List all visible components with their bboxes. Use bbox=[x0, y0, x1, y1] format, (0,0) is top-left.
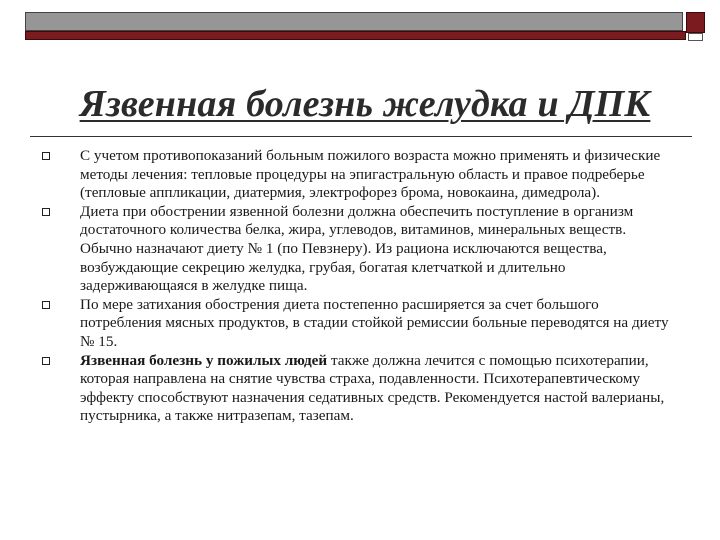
header-decor-bar-gray bbox=[25, 12, 683, 31]
bullet-body-text: По мере затихания обострения диета постепенно расширяется за счет большого потребления мясных продуктов, в стадии стойкой ремиссии больные переводятся на диету № 15. bbox=[80, 295, 669, 350]
header-decor-square-small bbox=[688, 33, 703, 41]
bullet-bold-text: Язвенная болезнь у пожилых людей bbox=[80, 351, 328, 369]
square-bullet-icon bbox=[42, 152, 50, 160]
bullet-body-text: также должна лечится с помощью психотерапии, которая направлена на снятие чувства страха, подавленности. Психотерапевтическому эффекту способствуют назначения седативных средств. Рекомендуется настой валерианы, пустырника, а также нитразепам, тазепам. bbox=[80, 351, 665, 425]
bullet-item bbox=[42, 352, 682, 426]
bullet-item bbox=[42, 296, 682, 352]
bullet-text bbox=[80, 296, 669, 350]
square-bullet-icon bbox=[42, 301, 50, 309]
square-bullet-icon bbox=[42, 357, 50, 365]
square-bullet-icon bbox=[42, 208, 50, 216]
bullet-item bbox=[42, 203, 682, 296]
title-divider bbox=[30, 136, 692, 137]
header-decor-square bbox=[686, 12, 705, 33]
bullet-text bbox=[80, 203, 633, 294]
bullet-item bbox=[42, 147, 682, 203]
bullet-body-text: Диета при обострении язвенной болезни должна обеспечить поступление в организм достаточного количества белка, жира, углеводов, витаминов, минеральных веществ. Обычно назначают диету № 1 (по Певзнеру). Из рациона исключаются вещества, возбуждающие секрецию желудка, грубая, богатая клетчаткой и длительно задерживающаяся в желудке пища. bbox=[80, 202, 634, 295]
slide-title: Язвенная болезнь желудка и ДПК bbox=[79, 83, 651, 125]
header-decor-bar-red bbox=[25, 31, 686, 40]
bullet-body-text: С учетом противопоказаний больным пожилого возраста можно применять и физические методы лечения: тепловые процедуры на эпигастральную область и правое подреберье (тепловые аппликации, диатермия, электрофорез брома, новокаина, димедрола). bbox=[80, 147, 661, 202]
bullet-list bbox=[42, 147, 682, 426]
bullet-text bbox=[80, 352, 664, 425]
bullet-text bbox=[80, 147, 660, 201]
